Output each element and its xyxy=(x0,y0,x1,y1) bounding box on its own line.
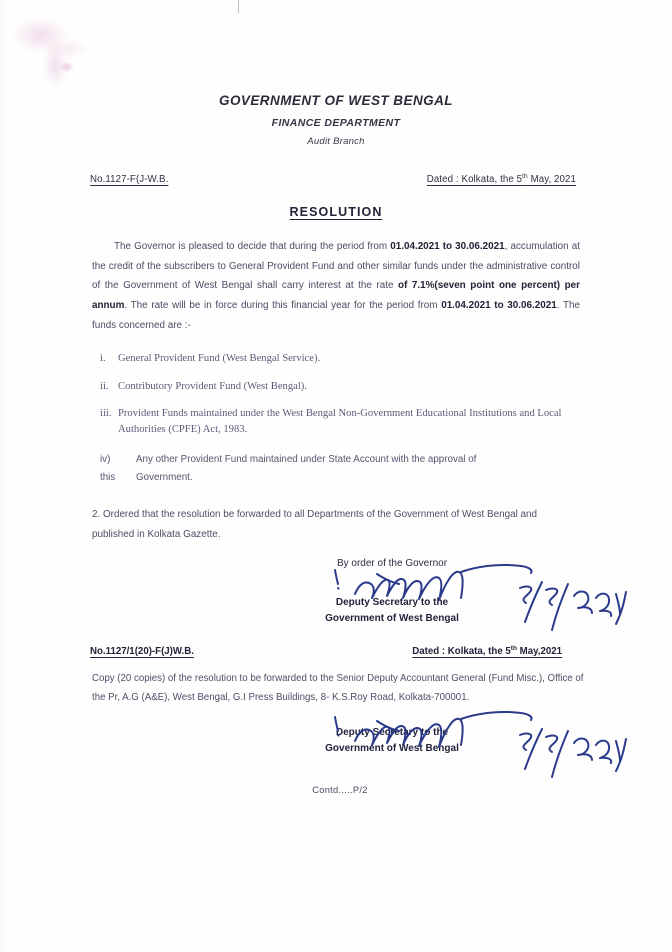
paragraph-2: 2. Ordered that the resolution be forwarded to all Departments of the Government of West Bengal and published in Kolkata Gazette. xyxy=(92,509,537,540)
reference-line-1 xyxy=(90,173,576,185)
header-department: FINANCE DEPARTMENT xyxy=(271,117,401,129)
list-item-continuation xyxy=(92,469,580,487)
list-marker: iv) xyxy=(100,454,111,466)
para1-part4: . The funds concerned are :- xyxy=(92,300,580,331)
signature-2-role-line-1: Deputy Secretary to the xyxy=(335,727,449,739)
memo-number-2: No.1127/1(20)-F(J)W.B. xyxy=(90,646,194,658)
list-item xyxy=(92,406,580,437)
list-item-text-continuation: Government. xyxy=(136,472,193,484)
para1-bold2: of 7.1%(seven point one percent) per annum xyxy=(92,280,580,312)
dated-line-2 xyxy=(412,645,562,657)
signature-role-line-2: Government of West Bengal xyxy=(325,613,459,625)
paragraph-1 xyxy=(92,237,580,335)
list-item-text: Provident Funds maintained under the West Bengal Non-Government Educational Institutions and Local Authorities (CPFE) Act, 1983. xyxy=(118,408,562,435)
para1-part3: . The rate will be in force during this financial year for the period from xyxy=(124,300,442,312)
para1-part2: , accumulation at the credit of the subscribers to General Provident Fund and other similar funds under the administrative control of the Government of West Bengal shall carry interest at the rate xyxy=(92,241,580,292)
memo-number-1: No.1127-F(J-W.B. xyxy=(90,174,169,186)
dated-ordinal-1: th xyxy=(522,173,528,180)
list-item xyxy=(92,379,580,395)
header-government: GOVERNMENT OF WEST BENGAL xyxy=(219,93,453,108)
signature-block-1 xyxy=(0,558,672,627)
list-item xyxy=(92,451,580,469)
dated-suffix-2: May,2021 xyxy=(516,646,562,658)
copy-paragraph: Copy (20 copies) of the resolution to be forwarded to the Senior Deputy Accountant General (Fund Misc.), Office of the Pr, A.G (A&E), West Bengal, G.I Press Buildings, 8- K.S.Roy Road, Kolkata-700001. xyxy=(92,673,584,704)
dated-line-1 xyxy=(427,173,576,185)
dated-suffix-1: May, 2021 xyxy=(527,174,576,186)
page-footer-continued: Contd.....P/2 xyxy=(312,785,368,796)
dated-ordinal-2: th xyxy=(510,645,517,653)
by-order-label: By order of the Governor xyxy=(336,558,448,570)
list-item-text: Contributory Provident Fund (West Bengal). xyxy=(118,380,307,392)
list-item xyxy=(92,351,580,367)
dated-prefix-1: Dated : Kolkata, the 5 xyxy=(426,174,523,186)
para1-part1: The Governor is pleased to decide that during the period from xyxy=(114,241,391,253)
page-title-text: RESOLUTION xyxy=(289,205,383,220)
signature-2-role-line-2: Government of West Bengal xyxy=(325,743,459,755)
list-marker-continuation: this xyxy=(100,472,116,484)
list-marker: i. xyxy=(100,353,106,365)
reference-line-2 xyxy=(90,645,562,657)
dated-prefix-2: Dated : Kolkata, the 5 xyxy=(412,646,511,658)
para1-bold3: 01.04.2021 to 30.06.2021 xyxy=(441,300,557,312)
page-title xyxy=(0,205,672,219)
para1-bold1: 01.04.2021 to 30.06.2021 xyxy=(390,241,505,253)
header-branch: Audit Branch xyxy=(307,136,365,147)
fund-list xyxy=(92,351,580,487)
signature-block-2 xyxy=(0,725,672,757)
list-marker: ii. xyxy=(100,380,109,392)
list-item-text: General Provident Fund (West Bengal Service). xyxy=(118,353,321,365)
signature-role-line-1: Deputy Secretary to the xyxy=(335,597,449,609)
list-marker: iii. xyxy=(100,408,112,420)
list-item-text: Any other Provident Fund maintained under State Account with the approval of xyxy=(136,454,477,466)
